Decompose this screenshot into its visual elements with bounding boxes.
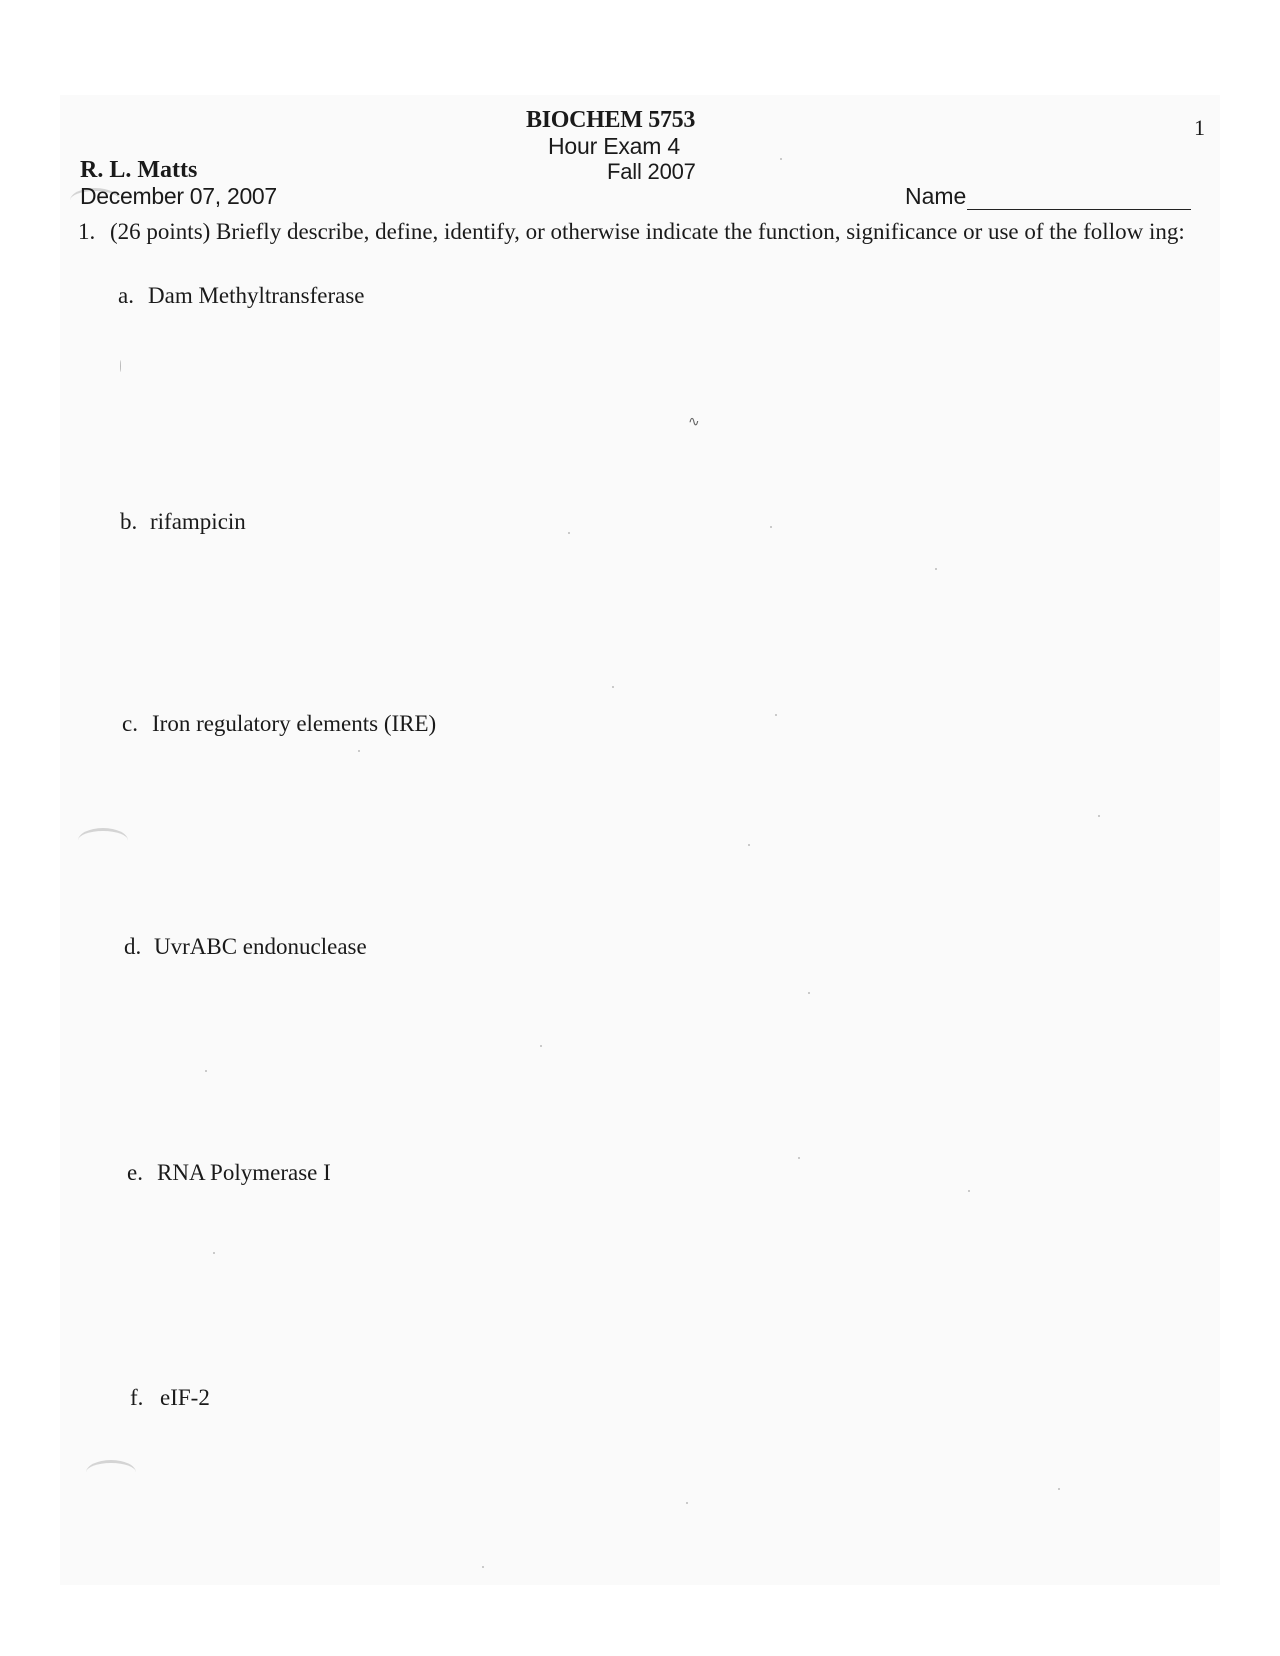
instructor-name: R. L. Matts xyxy=(80,157,198,183)
scan-speck xyxy=(798,1157,800,1159)
scan-speck xyxy=(780,158,782,160)
item-term: rifampicin xyxy=(150,509,246,534)
exam-date: December 07, 2007 xyxy=(80,183,277,209)
scan-speck xyxy=(213,1252,215,1254)
item-term: RNA Polymerase I xyxy=(157,1160,331,1185)
scan-speck xyxy=(968,1190,970,1192)
scan-speck xyxy=(686,1502,688,1504)
question-item-f xyxy=(130,1385,210,1411)
item-letter: d. xyxy=(124,934,142,959)
item-letter: e. xyxy=(127,1160,143,1185)
question-item-a xyxy=(118,283,365,309)
page-number: 1 xyxy=(1194,115,1205,140)
pen-mark: ∿ xyxy=(688,415,700,430)
scan-speck xyxy=(770,526,772,528)
term: Fall 2007 xyxy=(607,159,696,184)
scan-speck xyxy=(748,844,750,846)
scan-speck xyxy=(568,532,570,534)
question-prompt: (26 points) Briefly describe, define, identify, or otherwise indicate the function, significance or use of the follow ing: xyxy=(110,219,1185,244)
scan-speck xyxy=(482,1566,484,1568)
scan-speck xyxy=(540,1045,542,1047)
student-name-field[interactable] xyxy=(905,183,1191,210)
scan-speck xyxy=(808,992,810,994)
scan-speck xyxy=(205,1070,207,1072)
punch-hole-mark-bottom xyxy=(86,1460,136,1485)
question-item-c xyxy=(122,711,436,737)
item-letter: f. xyxy=(130,1385,144,1410)
item-term: eIF-2 xyxy=(160,1385,210,1410)
item-term: Iron regulatory elements (IRE) xyxy=(152,711,437,736)
item-term: Dam Methyltransferase xyxy=(148,283,365,308)
item-letter: c. xyxy=(122,711,138,736)
exam-page xyxy=(60,95,1220,1585)
item-term: UvrABC endonuclease xyxy=(154,934,367,959)
scan-speck xyxy=(612,686,614,688)
exam-name: Hour Exam 4 xyxy=(548,133,681,159)
scan-speck xyxy=(1098,815,1100,817)
item-letter: a. xyxy=(118,283,134,308)
scan-speck xyxy=(775,714,777,716)
name-label: Name xyxy=(905,183,967,209)
question-item-b xyxy=(120,509,246,535)
item-letter: b. xyxy=(120,509,138,534)
scan-speck xyxy=(935,568,937,570)
punch-hole-mark-middle xyxy=(78,828,128,853)
name-blank-line[interactable] xyxy=(967,187,1191,210)
question-item-e xyxy=(127,1160,331,1186)
scan-speck xyxy=(120,360,121,372)
question-item-d xyxy=(124,934,367,960)
course-title: BIOCHEM 5753 xyxy=(526,107,696,133)
scan-speck xyxy=(1058,1488,1060,1490)
question-number: 1. xyxy=(78,219,96,244)
scan-speck xyxy=(358,750,360,752)
